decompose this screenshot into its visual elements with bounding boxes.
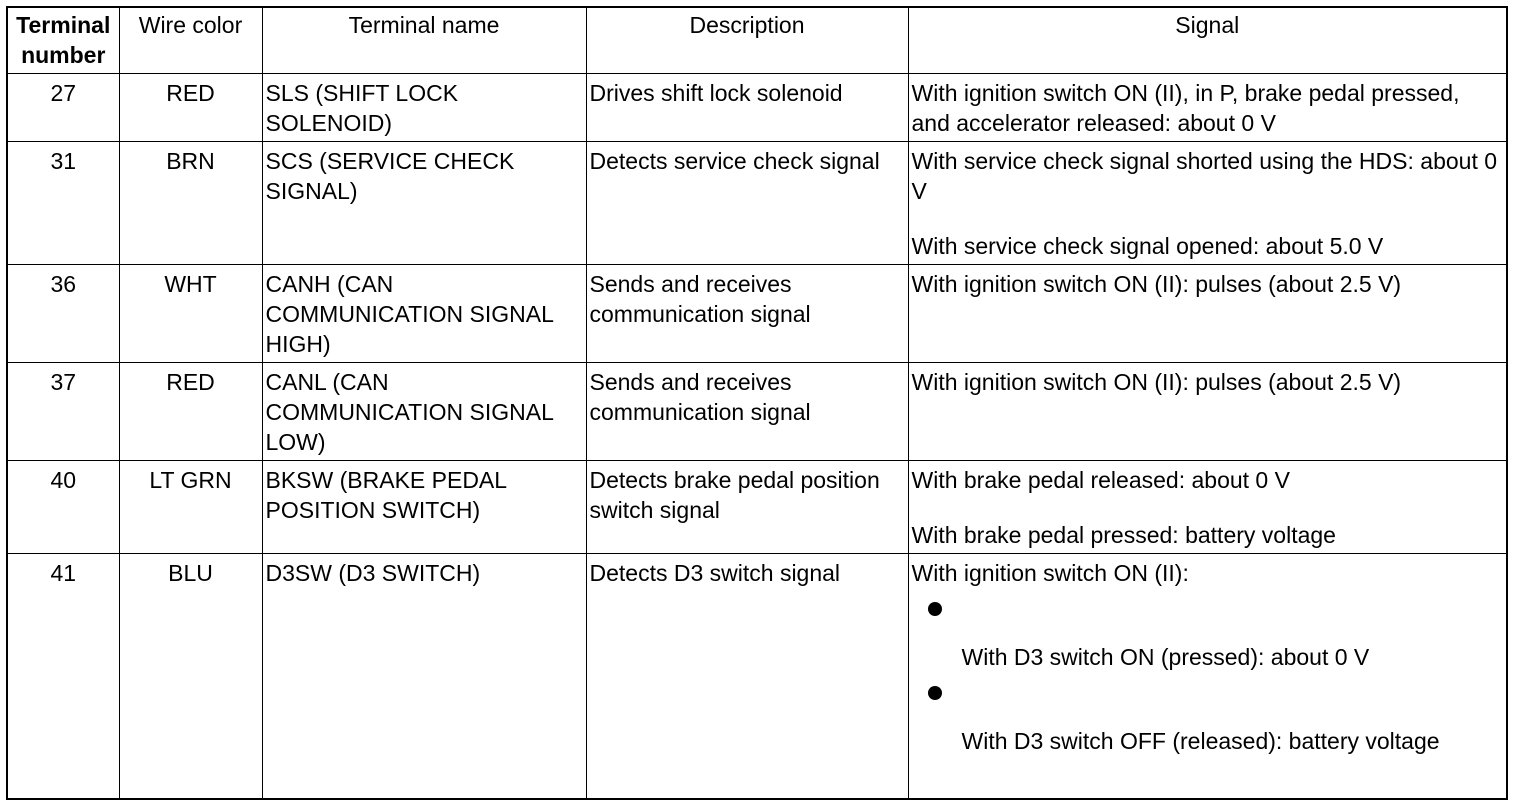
bullet-icon — [928, 686, 942, 700]
terminal-name: CANH (CAN COMMUNICATION SIGNAL HIGH) — [262, 265, 586, 363]
bullet-row — [912, 588, 1504, 642]
signal-bullet-text: With D3 switch ON (pressed): about 0 V — [961, 644, 1370, 670]
terminal-number: 27 — [7, 74, 119, 142]
header-description: Description — [586, 7, 908, 74]
header-terminal-name: Terminal name — [262, 7, 586, 74]
wire-color: WHT — [119, 265, 262, 363]
terminal-number: 40 — [7, 461, 119, 554]
signal-line: With ignition switch ON (II), in P, brake pedal pressed, and accelerator released: about 0 V — [911, 80, 1460, 136]
terminal-name: SCS (SERVICE CHECK SIGNAL) — [262, 142, 586, 265]
bullet-icon — [928, 602, 942, 616]
terminal-table-container — [6, 6, 1508, 800]
signal-line: With brake pedal released: about 0 V — [911, 467, 1290, 493]
description: Sends and receives communication signal — [586, 363, 908, 461]
description: Detects brake pedal position switch signal — [586, 461, 908, 554]
terminal-number: 31 — [7, 142, 119, 265]
header-row — [7, 7, 1507, 74]
wire-color: BLU — [119, 554, 262, 799]
wire-color: RED — [119, 74, 262, 142]
terminal-name: SLS (SHIFT LOCK SOLENOID) — [262, 74, 586, 142]
signal-line: With service check signal opened: about 5.0 V — [911, 233, 1384, 259]
wire-color: RED — [119, 363, 262, 461]
description: Detects D3 switch signal — [586, 554, 908, 799]
table-row — [7, 265, 1507, 363]
terminal-name: CANL (CAN COMMUNICATION SIGNAL LOW) — [262, 363, 586, 461]
table-row — [7, 554, 1507, 799]
signal-line: With brake pedal pressed: battery voltage — [911, 522, 1336, 548]
description: Sends and receives communication signal — [586, 265, 908, 363]
table-row — [7, 142, 1507, 265]
description: Drives shift lock solenoid — [586, 74, 908, 142]
signal — [908, 554, 1507, 799]
terminal-number: 41 — [7, 554, 119, 799]
signal-line: With service check signal shorted using the HDS: about 0 V — [911, 148, 1498, 204]
bullet-row — [912, 672, 1504, 726]
terminal-name: D3SW (D3 SWITCH) — [262, 554, 586, 799]
terminal-table — [6, 6, 1508, 800]
signal-bullet-text: With D3 switch OFF (released): battery voltage — [961, 728, 1440, 754]
description: Detects service check signal — [586, 142, 908, 265]
terminal-number: 37 — [7, 363, 119, 461]
terminal-name: BKSW (BRAKE PEDAL POSITION SWITCH) — [262, 461, 586, 554]
terminal-number: 36 — [7, 265, 119, 363]
header-wire-color: Wire color — [119, 7, 262, 74]
table-row — [7, 461, 1507, 554]
signal — [908, 461, 1507, 554]
signal-line: With ignition switch ON (II): pulses (about 2.5 V) — [911, 271, 1402, 297]
wire-color: LT GRN — [119, 461, 262, 554]
header-signal: Signal — [908, 7, 1507, 74]
header-terminal-number: Terminal number — [7, 7, 119, 74]
signal — [908, 142, 1507, 265]
table-row — [7, 74, 1507, 142]
signal-line: With ignition switch ON (II): pulses (about 2.5 V) — [911, 369, 1402, 395]
signal — [908, 265, 1507, 363]
table-row — [7, 363, 1507, 461]
signal — [908, 363, 1507, 461]
signal-intro: With ignition switch ON (II): — [911, 560, 1189, 586]
wire-color: BRN — [119, 142, 262, 265]
signal — [908, 74, 1507, 142]
